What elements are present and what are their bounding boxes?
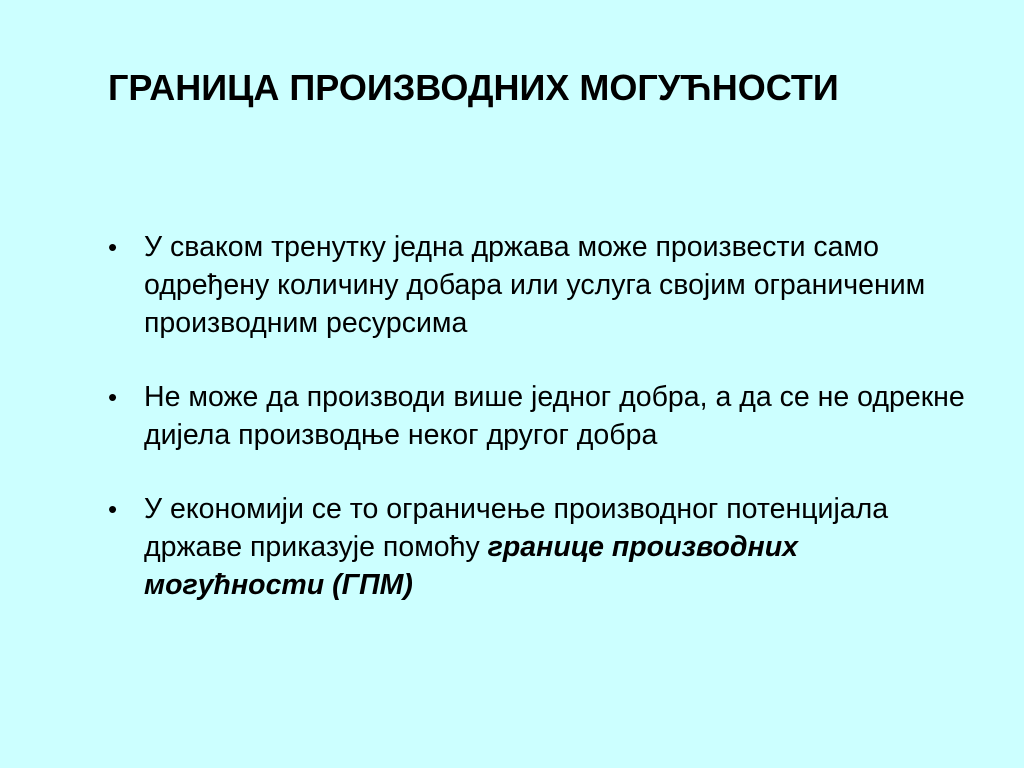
bullet-list xyxy=(108,228,968,604)
bullet-item-2 xyxy=(108,378,968,454)
bullet-emphasis-3: границе производних могућности (ГПМ) xyxy=(144,531,799,601)
bullet-item-1 xyxy=(108,228,968,342)
bullet-item-3 xyxy=(108,490,968,604)
bullet-text-2: Не може да производи више једног добра, а да се не одрекне дијела производње неког другог добра xyxy=(144,381,965,451)
bullet-text-1: У сваком тренутку једна држава може произвести само одређену количину добара или услуга својим ограниченим производним ресурсима xyxy=(144,231,926,339)
bullet-icon: • xyxy=(108,382,118,412)
bullet-icon: • xyxy=(108,232,118,262)
slide-title: ГРАНИЦА ПРОИЗВОДНИХ МОГУЋНОСТИ xyxy=(108,67,839,108)
bullet-icon: • xyxy=(108,494,118,524)
bullet-text-3: У економији се то ограничење производног потенцијала државе приказује помоћу xyxy=(144,493,889,563)
